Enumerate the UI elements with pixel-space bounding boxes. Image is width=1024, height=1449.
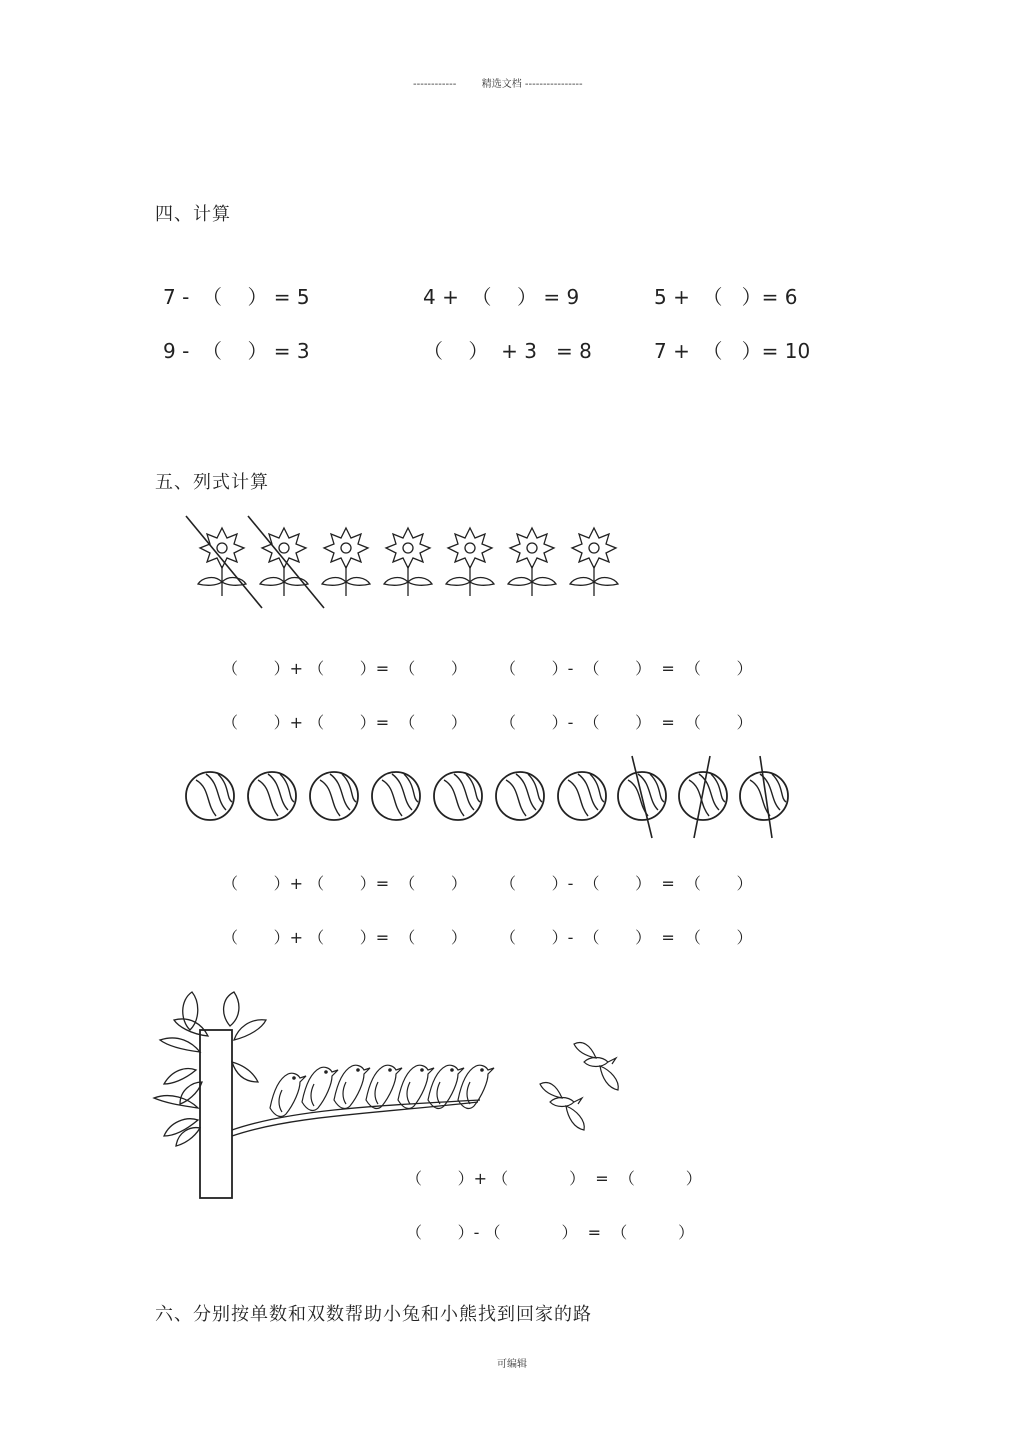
bird-icon [366, 1065, 402, 1108]
equation: 7 + （ ）= 10 [654, 339, 811, 363]
bird-equation-sub[interactable]: （ ）- （ ） = （ ） [406, 1223, 695, 1242]
ball-icon [496, 772, 544, 820]
cross-out-mark [248, 516, 324, 608]
ball-icon [558, 772, 606, 820]
cross-out-mark [694, 756, 710, 838]
flying-bird-icon [574, 1043, 618, 1090]
balls-illustration [180, 752, 820, 842]
cross-out-mark [632, 756, 652, 838]
blank-equation-add[interactable]: （ ）+ （ ）= （ ） [222, 928, 467, 947]
ball-icon [434, 772, 482, 820]
flying-bird-icon [540, 1083, 584, 1130]
blank-equation-add[interactable]: （ ）+ （ ）= （ ） [222, 713, 467, 732]
equation: 5 + （ ）= 6 [654, 285, 798, 309]
section-6-title: 六、分别按单数和双数帮助小兔和小熊找到回家的路 [155, 1304, 592, 1325]
blank-equation-sub[interactable]: （ ）- （ ） = （ ） [500, 874, 753, 893]
flowers-illustration [180, 512, 640, 612]
blank-equation-add[interactable]: （ ）+ （ ）= （ ） [222, 659, 467, 678]
flower-icon [322, 528, 370, 596]
section-5-title: 五、列式计算 [155, 472, 269, 493]
blank-equation-sub[interactable]: （ ）- （ ） = （ ） [500, 928, 753, 947]
blank-equation-add[interactable]: （ ）+ （ ）= （ ） [222, 874, 467, 893]
ball-icon [186, 772, 234, 820]
flower-icon [570, 528, 618, 596]
flower-icon [446, 528, 494, 596]
bird-icon [302, 1067, 338, 1110]
equation: 4 + （ ） = 9 [423, 285, 580, 309]
flower-icon [384, 528, 432, 596]
section-4-title: 四、计算 [155, 204, 231, 225]
bird-equation-add[interactable]: （ ）+ （ ） = （ ） [406, 1169, 702, 1188]
blank-equation-sub[interactable]: （ ）- （ ） = （ ） [500, 713, 753, 732]
flower-icon [508, 528, 556, 596]
equation: （ ） + 3 = 8 [423, 339, 592, 363]
ball-icon [248, 772, 296, 820]
page-footer: 可编辑 [497, 1359, 527, 1370]
cross-out-mark [186, 516, 262, 608]
blank-equation-sub[interactable]: （ ）- （ ） = （ ） [500, 659, 753, 678]
equation: 7 - （ ） = 5 [163, 285, 310, 309]
bird-icon [334, 1065, 370, 1108]
page-header: ------------ 精选文档 ---------------- [413, 79, 583, 90]
ball-icon [372, 772, 420, 820]
equation: 9 - （ ） = 3 [163, 339, 310, 363]
ball-icon [310, 772, 358, 820]
bird-icon [270, 1073, 306, 1116]
